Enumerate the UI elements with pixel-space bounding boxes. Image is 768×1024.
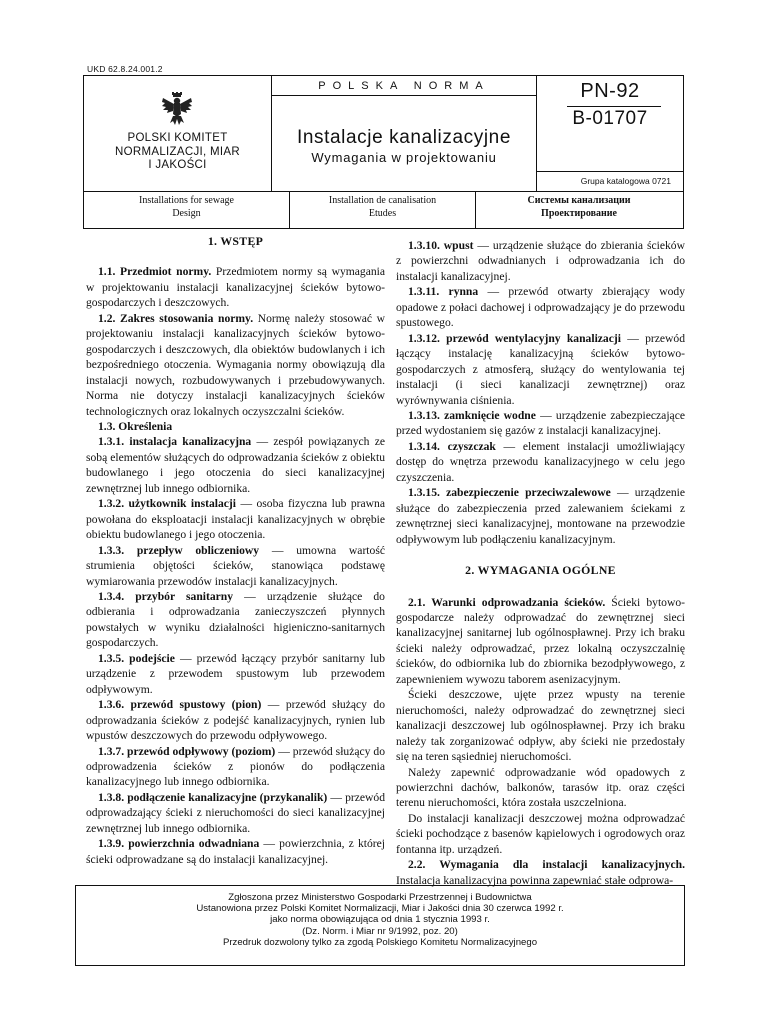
paragraph-text: — urządzenie służące do zabezpieczenia przed zalewaniem ściekami z zewnętrznej sieci kanalizacyjnej, montowane na przewodzie odpływowym lub podłączeniu kanalizacyjnym. [396,486,685,546]
paragraph-term: 1.2. Zakres stosowania normy. [98,311,254,325]
paragraph [86,543,385,589]
paragraph [86,790,385,836]
committee-name [84,132,271,173]
paragraph [396,439,685,485]
paragraph-term: 1.3.6. przewód spustowy (pion) [98,698,262,712]
polska-norma-label: POLSKA NORMA [272,76,536,96]
section-heading: 2. WYMAGANIA OGÓLNE [465,563,616,578]
paragraph-text: Instalacja kanalizacyjna powinna zapewniać stałe odprowa- [396,873,674,887]
paragraph-term: 2.1. Warunki odprowadzania ścieków. [408,595,606,609]
paragraph-text: — urządzenie służące do zbierania ścieków z powierzchni odwadnianych i odprowadzania ich do instalacji kanalizacyjnej. [396,239,685,283]
right-column [396,238,685,888]
paragraph-text: — urządzenie zabezpieczające przed wydostaniem się gazów z instalacji kanalizacyjnej. [396,408,685,438]
paragraph [86,419,385,434]
committee-cell [84,76,272,191]
paragraph [86,589,385,651]
section-heading: 1. WSTĘP [207,234,264,248]
committee-line: POLSKI KOMITET [127,132,228,144]
paragraph-text: Przedmiotem normy są wymagania w projektowaniu instalacji kanalizacyjnej ścieków bytowo-gospodarczych i deszczowych. [86,265,386,310]
paragraph-text: — przewód łączący przybór sanitarny lub urządzenie z przewodem spustowym lub przewodem odpływowym. [86,651,385,696]
norm-subtitle: Wymagania w projektowaniu [311,150,497,165]
footer-line: Ustanowiona przez Polski Komitet Normalizacji, Miar i Jakości dnia 30 czerwca 1992 r. [196,903,564,915]
paragraph [86,836,385,867]
paragraph-text: — powierzchnia, z której ścieki odprowadzane są do instalacji kanalizacyjnej. [86,837,385,866]
paragraph-term: 1.3.4. przybór sanitarny [98,589,234,603]
paragraph [396,485,685,547]
paragraph-term: 1.3. Określenia [98,419,173,433]
paragraph [86,496,385,542]
title-english-line: Design [172,208,201,219]
paragraph-text: — osoba fizyczna lub prawna powołana do eksploatacji instalacji kanalizacyjnych w obrębie obiektu budowlanego i jego otoczenia. [86,497,385,542]
committee-line: NORMALIZACJI, MIAR [115,145,240,158]
paragraph [86,434,385,496]
norm-number-divider [567,106,661,107]
paragraph-text: — zespół powiązanych ze sobą elementów służących do odprowadzania ścieków z obiektu budowlanego i jego otoczenia do sieci kanalizacyjnej zewnętrznej lub innego odbiornika. [86,435,386,495]
ukd-code: UKD 62.8.24.001.2 [87,64,163,74]
paragraph-text: — przewód łączący instalację kanalizacyjną ścieków bytowo-gospodarczych z atmosferą, służący do wentylowania tej instalacji (i sieci kanalizacji zewnętrznej) oraz wyrównywania ciśnienia. [396,331,686,407]
paragraph [86,697,385,743]
paragraph-term: 2.2. Wymagania dla instalacji kanalizacyjnych. [408,858,685,872]
paragraph-term: 1.3.11. rynna [408,285,479,299]
paragraph-text: Normę należy stosować w projektowaniu instalacji kanalizacyjnych ścieków bytowo-gospodarczych i deszczowych, dla obiektów budowlanych i ich bezpośredniego otoczenia. Wymagania normy obowiązują dla instalacji nowych, rozbudowywanych i przebudowywanych. Norma nie dotyczy instalacji kanalizacyjnych ścieków technologicznych oraz lokalnych oczyszczalni ścieków. [86,311,385,418]
paragraph [396,238,685,284]
paragraph-text: — umowna wartość strumienia objętości ścieków, stanowiąca podstawę wymiarowania przewodów instalacji kanalizacyjnych. [86,543,385,588]
footer-line: Przedruk dozwolony tylko za zgodą Polskiego Komitetu Normalizacyjnego [222,936,538,948]
paragraph-term: 1.1. Przedmiot normy. [98,265,212,279]
norm-number-prefix: PN-92 [580,80,640,102]
footer-line: Zgłoszona przez Ministerstwo Gospodarki Przestrzennej i Budownictwa [228,892,532,903]
paragraph [86,651,385,697]
paragraph-term: 1.3.15. zabezpieczenie przeciwzalewowe [408,486,611,500]
catalog-group: Grupa katalogowa 0721 [537,171,683,191]
title-russian-line: Системы канализации [527,195,631,206]
paragraph [396,595,685,688]
paragraph [396,857,685,888]
paragraph-term: 1.3.8. podłączenie kanalizacyjne (przykanalik) [98,790,328,804]
paragraph [396,408,685,439]
paragraph [396,331,685,408]
paragraph-term: 1.3.14. czyszczak [408,439,496,453]
paragraph-term: 1.3.3. przepływ obliczeniowy [98,543,260,557]
paragraph-term: 1.3.1. instalacja kanalizacyjna [98,435,252,449]
paragraph-term: 1.3.7. przewód odpływowy (poziom) [98,744,276,758]
paragraph-text: — przewód służący do odprowadzenia ścieków z pionów do podłączenia kanalizacyjnego lub innego odbiornika. [86,744,385,789]
paragraph-term: 1.3.5. podejście [98,651,175,665]
paragraph-term: 1.3.13. zamknięcie wodne [408,408,536,422]
paragraph-text: — przewód odprowadzający ścieki z nieruchomości do sieci kanalizacyjnej zewnętrznej lub innego odbiornika. [86,790,386,835]
paragraph: Do instalacji kanalizacji deszczowej można odprowadzać ścieki pochodzące z basenów kąpielowych i ogrodowych oraz fontanna itp. urządzeń. [396,811,685,856]
norm-number-cell [536,76,683,191]
paragraph-text: Ścieki bytowo-gospodarcze należy odprowadzać do zewnętrznej sieci kanalizacyjnej sanitarnej lub ogólnospławnej. Przy ich braku ścieki należy odprowadzać, przez lokalną oczyszczalnię ścieków, do odbiornika lub do zbiornika bezodpływowego, z zapewnieniem wywozu taborem asenizacyjnym. [396,595,685,686]
paragraph-text: — przewód otwarty zbierający wody opadowe z połaci dachowej i odprowadzający je do przewodu spustowego. [396,285,685,330]
title-russian-line: Проектирование [541,208,617,219]
paragraph [86,744,385,790]
title-russian [476,192,682,228]
paragraph [86,311,385,419]
paragraph-term: 1.3.12. przewód wentylacyjny kanalizacji [408,331,621,345]
establishment-note [75,885,685,966]
paragraph [396,284,685,330]
norm-header [83,75,684,192]
title-french-line: Installation de canalisation [328,195,437,206]
committee-line: I JAKOŚCI [148,159,207,171]
paragraph-text: — element instalacji umożliwiający dostęp do wnętrza przewodu kanalizacyjnego w celu jego czyszczenia. [396,439,685,484]
title-english [84,192,290,228]
translated-titles-row [83,191,684,229]
paragraph [86,264,385,310]
norm-number: B-01707 [572,108,648,129]
polish-eagle-emblem-icon [160,92,194,126]
paragraph: Należy zapewnić odprowadzanie wód opadowych z powierzchni dachów, balkonów, tarasów itp. oraz części terenu nieruchomości, która została uszczelniona. [396,765,685,810]
paragraph: Ścieki deszczowe, ujęte przez wpusty na terenie nieruchomości, należy odprowadzać do zewnętrznej sieci kanalizacji deszczowej lub ogólnospławnej. Przy ich braku należy tak zorganizować odpływ, aby ścieki nie przedostały się na teren sąsiedniej nieruchomości. [396,688,685,764]
paragraph-term: 1.3.9. powierzchnia odwadniana [98,837,260,851]
paragraph-term: 1.3.2. użytkownik instalacji [98,497,237,511]
footer-line: (Dz. Norm. i Miar nr 9/1992, poz. 20) [302,925,458,937]
left-column [86,234,385,867]
title-cell [272,76,536,191]
paragraph-term: 1.3.10. wpust [408,239,474,252]
title-english-line: Installations for sewage [139,195,234,206]
title-french [290,192,476,228]
paragraph-text: — urządzenie służące do odbierania i odprowadzania zanieczyszczeń płynnych powstałych w wyniku działalności higieniczno-sanitarnych gospodarczych. [86,589,385,650]
norm-title: Instalacje kanalizacyjne [296,127,511,148]
paragraph-text: — przewód służący do odprowadzania ścieków z podejść kanalizacyjnych, rynien lub wpustów deszczowych do przewodu odpływowego. [86,698,385,743]
footer-line: jako norma obowiązująca od dnia 1 stycznia 1993 r. [270,914,490,926]
title-french-line: Etudes [368,208,397,219]
